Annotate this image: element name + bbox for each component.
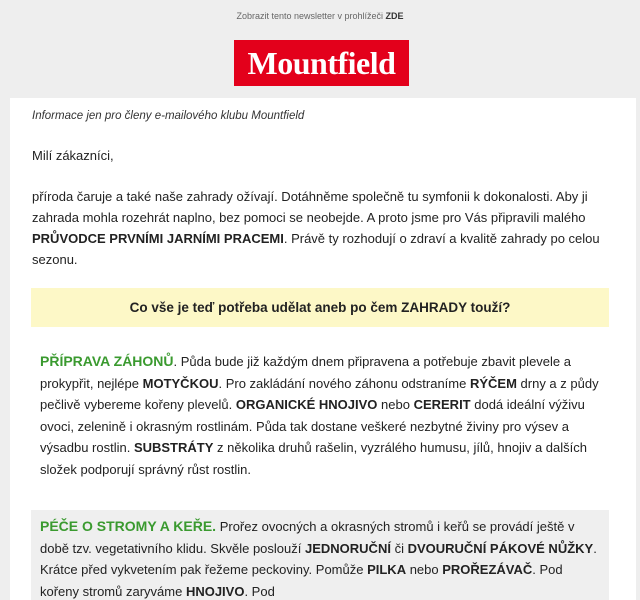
mountfield-logo[interactable]: Mountfield: [234, 40, 409, 86]
product-link-substrates[interactable]: SUBSTRÁTY: [133, 440, 214, 455]
product-link-saw[interactable]: PILKA: [367, 562, 407, 577]
section-bed-preparation: PŘÍPRAVA ZÁHONŮ. Půda bude již každým dnem připravena a potřebuje zbavit plevele a prokypřit, nejlépe MOTYČKOU. Pro zakládání nového záhonu odstraníme RÝČEM drny a z půdy pečlivě vybereme kořeny plevelů. ORGANICKÉ HNOJIVO nebo CERERIT dodá ideální výživu ovoci, zelenině i okrasným rostlinám. Půda tak dostane veškeré nezbytné živiny pro výsev a výsadbu rostlin. SUBSTRÁTY z několika druhů rašelin, vyzrálého humusu, jílů, hnojiv a dalších složek podporují správný růst rostlin.: [40, 353, 599, 477]
guide-link[interactable]: PRŮVODCE PRVNÍMI JARNÍMI PRACEMI: [32, 231, 284, 246]
header: [0, 30, 640, 94]
newsletter-body: [10, 98, 636, 600]
view-in-browser-bar: [0, 0, 640, 30]
product-link-lever-shears[interactable]: DVOURUČNÍ PÁKOVÉ NŮŽKY: [407, 540, 594, 556]
view-in-browser-link[interactable]: ZDE: [385, 11, 404, 21]
product-link-one-hand-shears[interactable]: JEDNORUČNÍ: [304, 540, 391, 556]
section-tree-care: PÉČE O STROMY A KEŘE. Prořez ovocných a okrasných stromů i keřů se provádí ještě v době tzv. vegetativního klidu. Skvěle poslouží JEDNORUČNÍ či DVOURUČNÍ PÁKOVÉ NŮŽKY. Krátce před vykvetením pak řežeme peckoviny. Pomůže PILKA nebo PROŘEZÁVAČ. Pod kořeny stromů zaryváme HNOJIVO. Pod: [31, 510, 609, 600]
section-title[interactable]: PŘÍPRAVA ZÁHONŮ: [40, 353, 174, 369]
member-info: Informace jen pro členy e-mailového klubu Mountfield: [32, 110, 305, 122]
view-in-browser-text: Zobrazit tento newsletter v prohlížeči: [236, 11, 384, 21]
intro-paragraph: příroda čaruje a také naše zahrady ožívají. Dotáhněme společně tu symfonii k dokonalosti. Aby ji zahrada mohla rozehrát naplno, bez pomoci se neobejde. A proto jsme pro Vás připravili malého PRŮVODCE PRVNÍMI JARNÍMI PRACEMI. Právě ty rozhodují o zdraví a kvalitě zahrady po celou sezonu.: [32, 189, 600, 267]
product-link-spade[interactable]: RÝČEM: [469, 375, 517, 391]
product-link-cererit[interactable]: CERERIT: [413, 397, 471, 412]
product-link-fertilizer[interactable]: HNOJIVO: [185, 583, 245, 599]
product-link-organic-fertilizer[interactable]: ORGANICKÉ HNOJIVO: [235, 397, 378, 412]
greeting: Milí zákazníci,: [32, 148, 114, 163]
section-title[interactable]: PÉČE O STROMY A KEŘE.: [40, 518, 217, 534]
product-link-hoe[interactable]: MOTYČKOU: [142, 375, 219, 391]
section-banner: Co vše je teď potřeba udělat aneb po čem ZAHRADY touží?: [31, 288, 609, 327]
product-link-pruner[interactable]: PROŘEZÁVAČ: [442, 562, 533, 577]
